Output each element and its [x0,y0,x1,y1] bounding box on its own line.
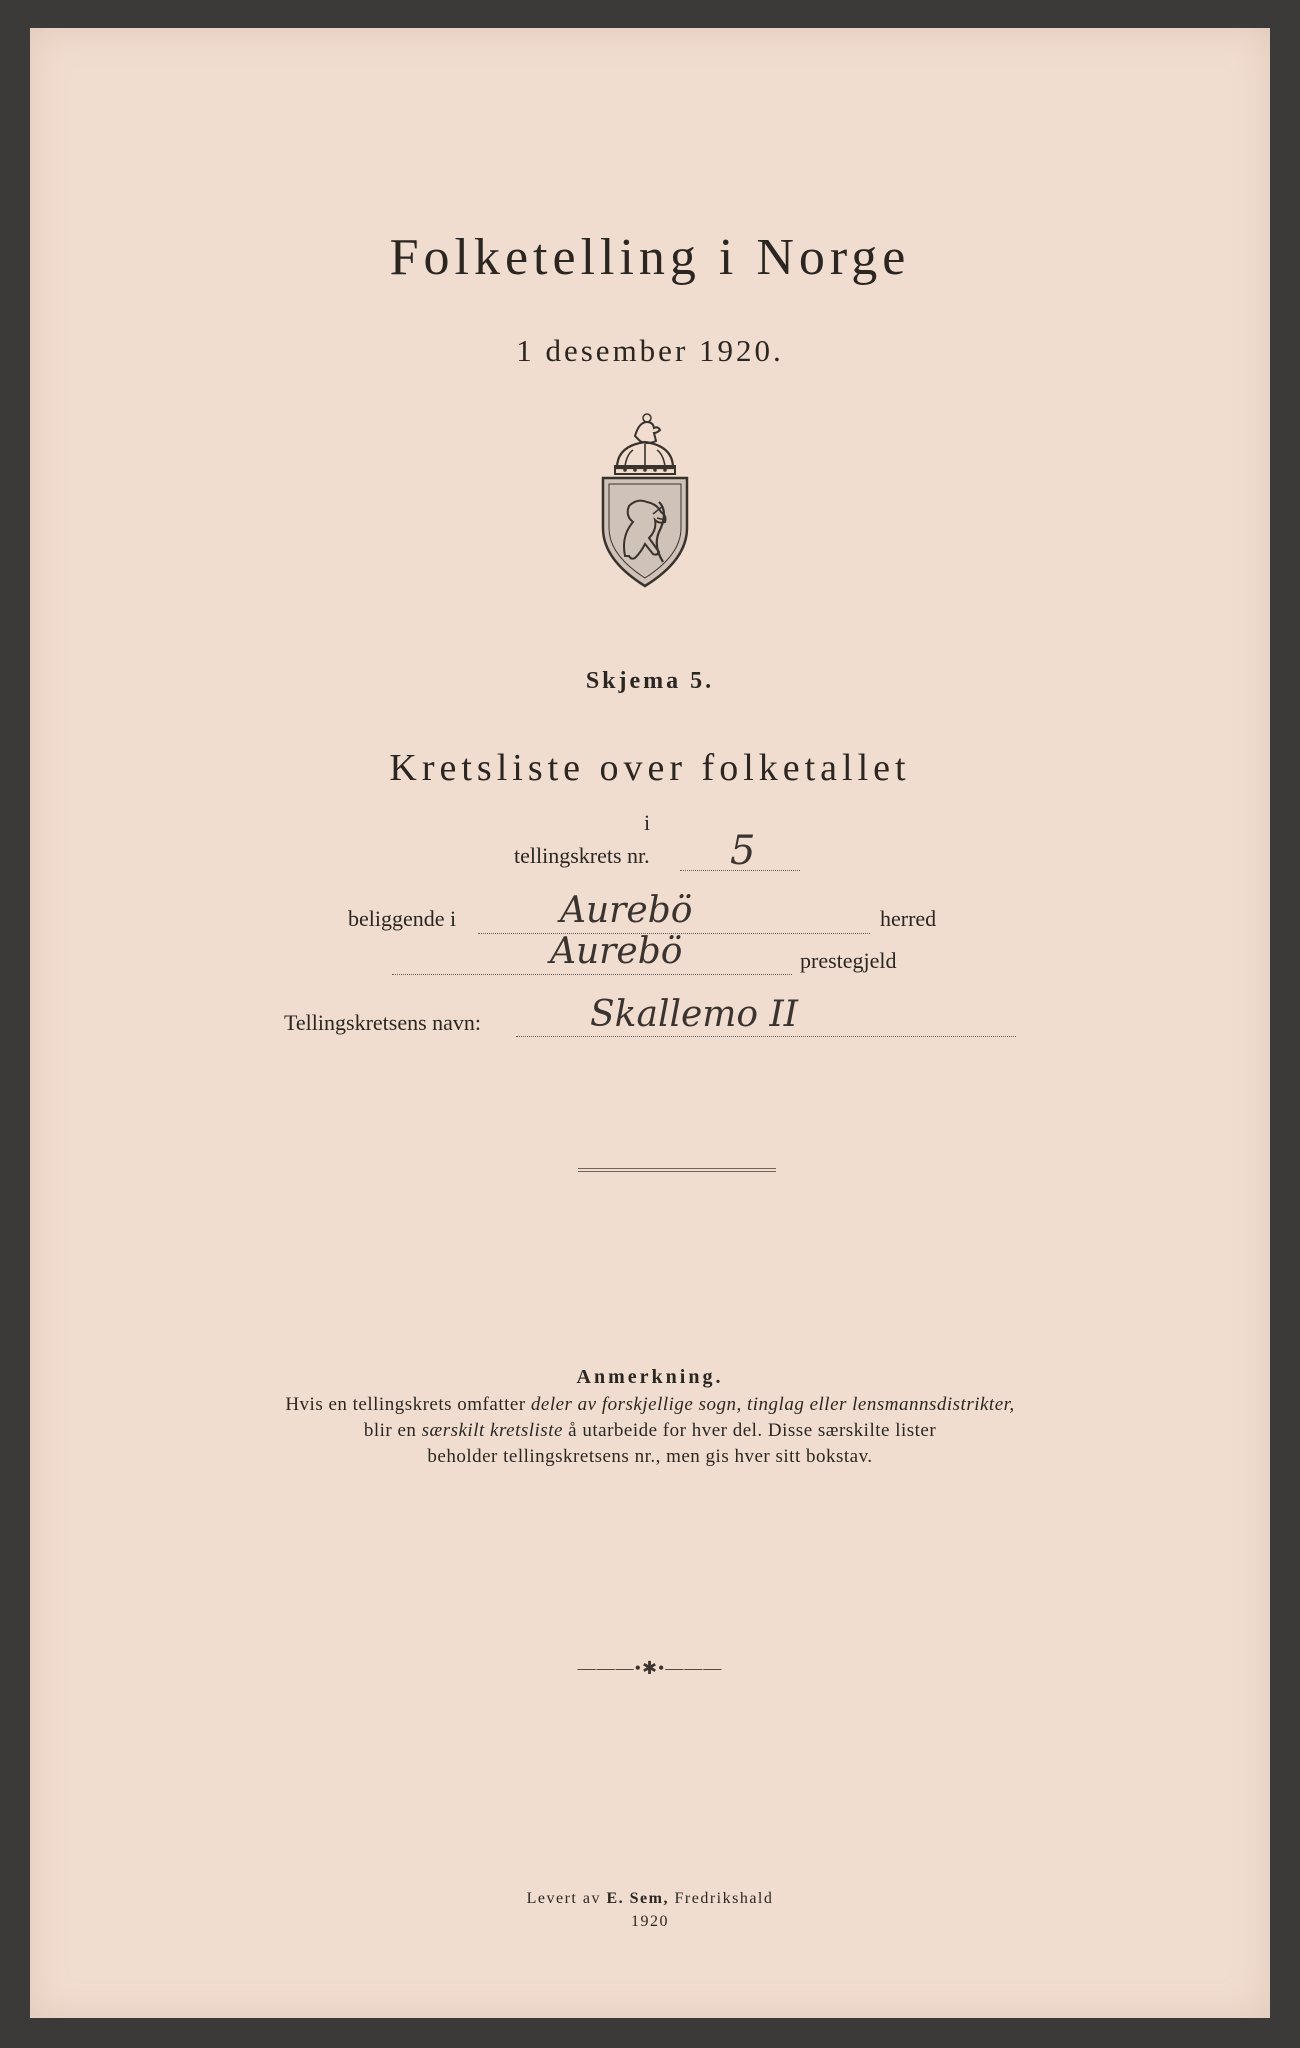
norwegian-coat-of-arms-icon [595,406,695,591]
herred-label: herred [880,906,937,931]
prestegjeld-dotline [392,974,792,975]
herred-value[interactable]: Aurebö [560,890,693,931]
printer-year: 1920 [631,1913,669,1930]
note-line-1 [30,1394,1270,1416]
beliggende-label: beliggende i [348,906,457,931]
schema-number: Skjema 5. [585,668,715,694]
form-subtitle: Kretsliste over folketallet [389,747,911,789]
note-line-2-italic: særskilt kretsliste [421,1420,563,1441]
note-line-2-text-c: å utarbeide for hver del. Disse særskilte lister [562,1420,937,1441]
tellingskrets-label: tellingskrets nr. [514,843,650,868]
note-line-1-text: Hvis en tellingskrets omfatter [285,1394,531,1415]
note-line-1-italic: deler av forskjellige sogn, tinglag eller lensmannsdistrikter, [530,1394,1015,1415]
document-title: Folketelling i Norge [389,229,911,286]
tellingskrets-value[interactable]: 5 [730,828,756,874]
census-form-sheet [30,28,1270,2018]
krets-navn-dotline [516,1036,1016,1037]
krets-navn-label: Tellingskretsens navn: [284,1010,482,1035]
printer-credit [30,1890,1270,1908]
preposition-i: i [644,810,651,835]
note-line-3: beholder tellingskretsens nr., men gis hver sitt bokstav. [427,1446,873,1467]
printer-city: Fredrikshald [668,1890,774,1907]
prestegjeld-value[interactable]: Aurebö [550,931,683,972]
printer-text-a: Levert av [526,1890,607,1907]
printer-name: E. Sem, [606,1890,669,1907]
note-title: Anmerkning. [576,1366,724,1388]
krets-navn-value[interactable]: Skallemo II [590,994,798,1035]
note-line-2 [30,1420,1270,1442]
ornament-divider: ———•✱•——— [577,1658,723,1678]
note-line-2-text-a: blir en [363,1420,422,1441]
section-divider [578,1168,776,1172]
census-date: 1 desember 1920. [516,333,784,368]
prestegjeld-label: prestegjeld [800,948,897,973]
